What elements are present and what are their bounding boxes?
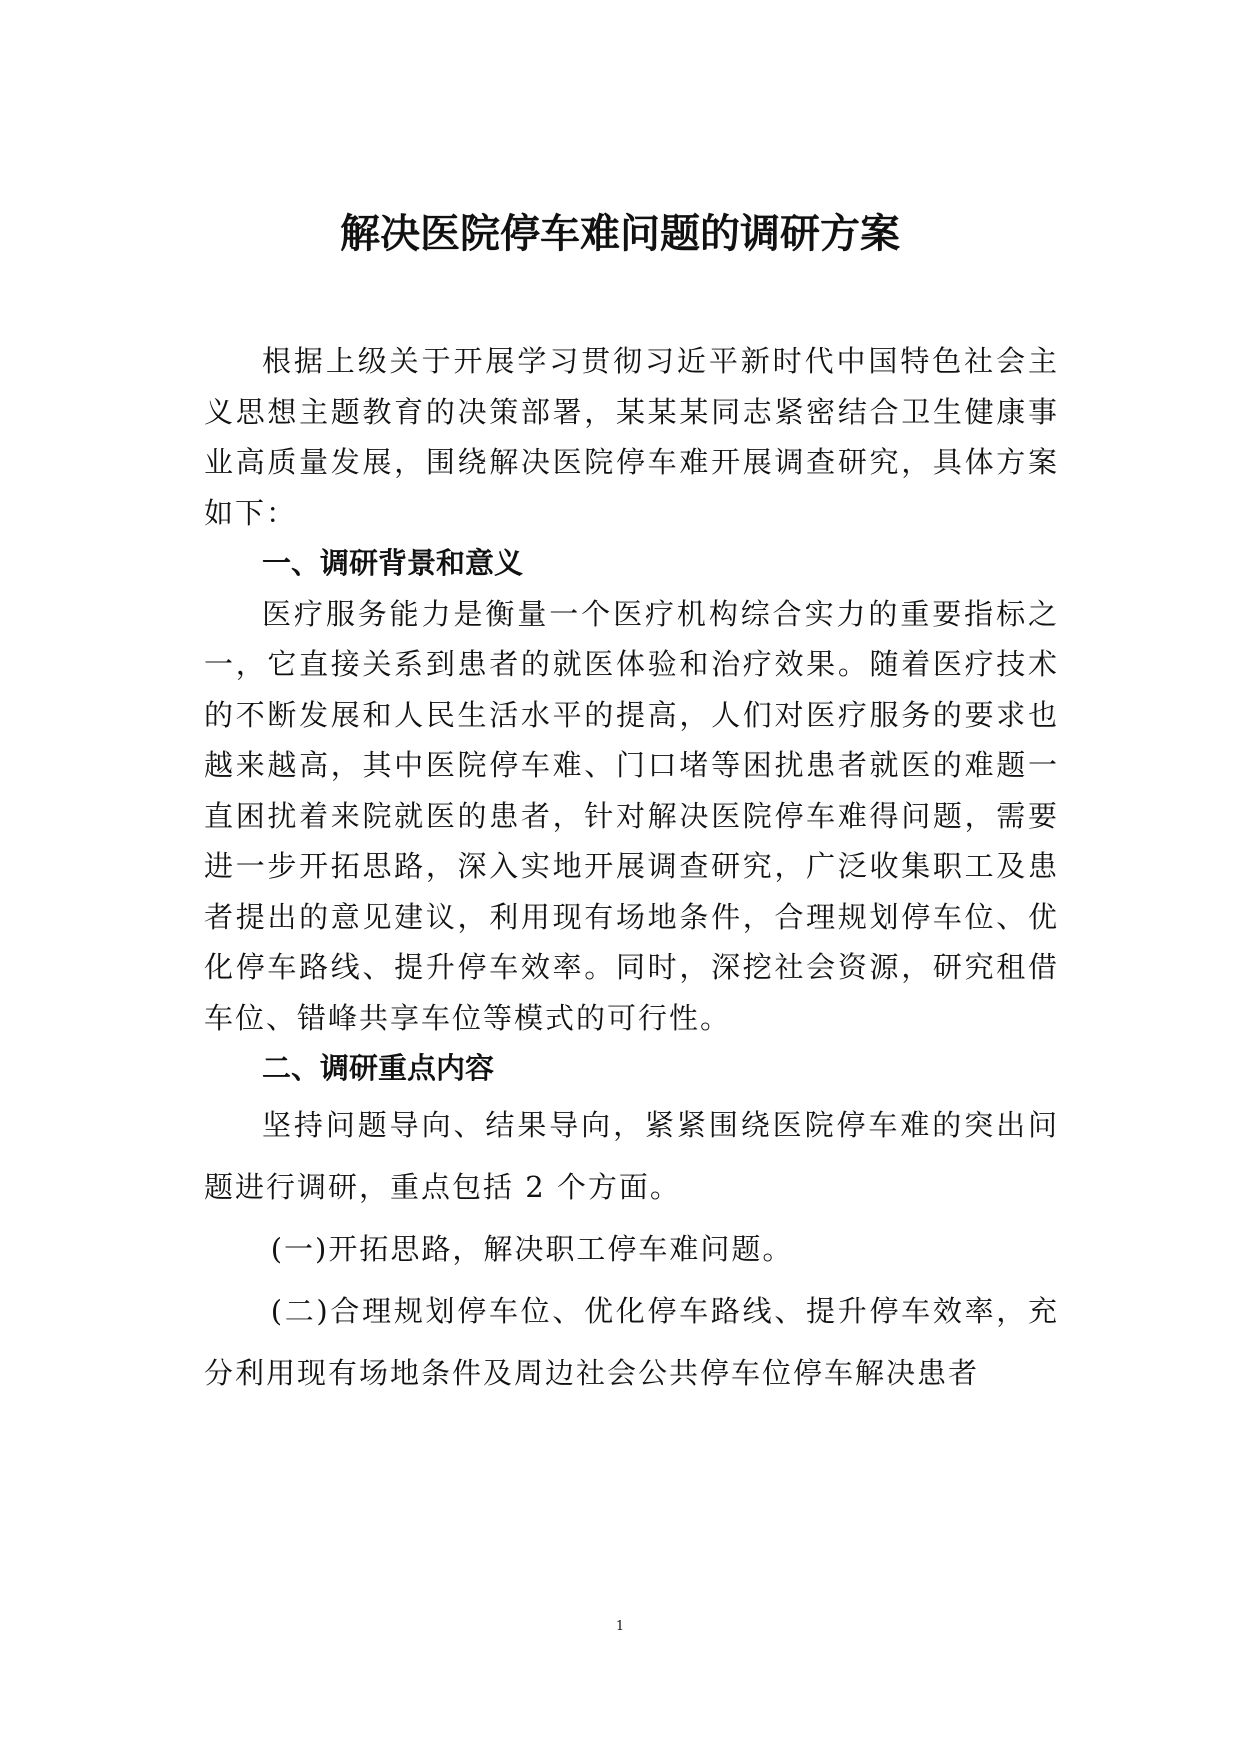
section-heading: 一、调研背景和意义 <box>262 546 524 580</box>
section-heading: 二、调研重点内容 <box>262 1051 495 1085</box>
section-background <box>204 538 1059 1043</box>
document-body <box>204 336 1059 1404</box>
section-paragraph: 医疗服务能力是衡量一个医疗机构综合实力的重要指标之一，它直接关系到患者的就医体验和治疗效果。随着医疗技术的不断发展和人民生活水平的提高，人们对医疗服务的要求也越来越高，其中医院停车难、门口堵等困扰患者就医的难题一直困扰着来院就医的患者，针对解决医院停车难得问题，需要进一步开拓思路，深入实地开展调查研究，广泛收集职工及患者提出的意见建议，利用现有场地条件，合理规划停车位、优化停车路线、提升停车效率。同时，深挖社会资源，研究租借车位、错峰共享车位等模式的可行性。 <box>204 596 1059 1035</box>
section-paragraph: 坚持问题导向、结果导向，紧紧围绕医院停车难的突出问题进行调研，重点包括 2 个方面。 <box>204 1107 1059 1204</box>
document-title: 解决医院停车难问题的调研方案 <box>340 211 900 257</box>
section-key-content <box>204 1043 1059 1404</box>
intro-paragraph: 根据上级关于开展学习贯彻习近平新时代中国特色社会主义思想主题教育的决策部署，某某某同志紧密结合卫生健康事业高质量发展，围绕解决医院停车难开展调查研究，具体方案如下： <box>204 344 1059 530</box>
page-number: 1 <box>615 1619 625 1634</box>
list-item: (一)开拓思路，解决职工停车难问题。 <box>270 1231 794 1266</box>
list-item: (二)合理规划停车位、优化停车路线、提升停车效率，充分利用现有场地条件及周边社会公共停车位停车解决患者 <box>204 1293 1059 1390</box>
